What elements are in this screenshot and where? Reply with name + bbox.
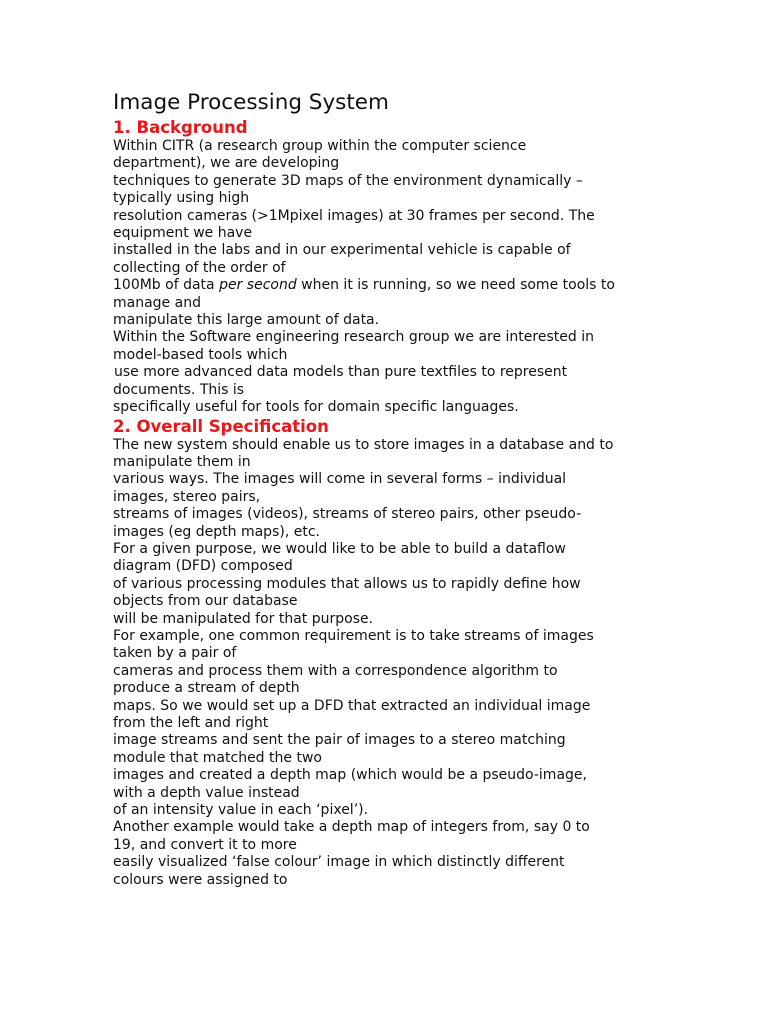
text-line: model-based tools which [113, 346, 288, 363]
text-line: Another example would take a depth map of integers from, say 0 to [113, 819, 590, 836]
paragraph [113, 329, 673, 416]
text-line: maps. So we would set up a DFD that extracted an individual image [113, 697, 591, 714]
text-line-with-emphasis [113, 277, 673, 294]
text-line: images and created a depth map (which would be a pseudo-image, [113, 767, 587, 784]
document-page [113, 88, 673, 889]
section-heading-background: 1. Background [113, 118, 248, 137]
text-line: 19, and convert it to more [113, 836, 297, 853]
text-line: For example, one common requirement is to take streams of images [113, 627, 594, 644]
text-line: produce a stream of depth [113, 680, 300, 697]
text-run: when it is running, so we need some tools to [296, 277, 615, 294]
text-line: installed in the labs and in our experimental vehicle is capable of [113, 242, 571, 259]
text-line: collecting of the order of [113, 259, 286, 276]
text-line: diagram (DFD) composed [113, 558, 293, 575]
text-line: module that matched the two [113, 749, 322, 766]
text-line: typically using high [113, 190, 250, 207]
text-line: specifically useful for tools for domain specific languages. [113, 399, 519, 416]
paragraph [113, 541, 673, 628]
text-line: images (eg depth maps), etc. [113, 523, 320, 540]
text-line: colours were assigned to [113, 871, 288, 888]
text-line: various ways. The images will come in several forms – individual [113, 471, 567, 488]
text-line: Within the Software engineering research group we are interested in [113, 329, 594, 346]
text-line: manipulate this large amount of data. [113, 312, 380, 329]
paragraph [113, 437, 673, 541]
text-line: equipment we have [113, 225, 253, 242]
text-line: use more advanced data models than pure textfiles to represent [114, 364, 568, 381]
emphasized-text: per second [219, 277, 297, 294]
text-line: of various processing modules that allows us to rapidly define how [113, 575, 581, 592]
text-line: taken by a pair of [113, 645, 237, 662]
text-line: with a depth value instead [113, 784, 300, 801]
paragraph [113, 819, 673, 889]
text-line: objects from our database [113, 593, 298, 610]
text-line: from the left and right [113, 715, 269, 731]
text-line: documents. This is [113, 381, 245, 398]
text-line: manage and [113, 294, 201, 311]
text-line: easily visualized ‘false colour’ image in which distinctly different [113, 854, 565, 871]
text-line: image streams and sent the pair of images to a stereo matching [113, 732, 566, 749]
paragraph [113, 628, 673, 819]
section-heading-overall-specification: 2. Overall Specification [113, 416, 329, 436]
text-line: will be manipulated for that purpose. [113, 610, 374, 627]
text-line: streams of images (videos), streams of stereo pairs, other pseudo- [113, 506, 582, 523]
text-line: Within CITR (a research group within the computer science [113, 138, 527, 154]
text-line: For a given purpose, we would like to be able to build a dataflow [113, 540, 566, 557]
text-run: 100Mb of data [113, 277, 220, 294]
text-line: department), we are developing [113, 155, 340, 172]
document-title: Image Processing System [113, 90, 389, 115]
text-line: The new system should enable us to store images in a database and to [113, 436, 614, 453]
text-line: of an intensity value in each ‘pixel’). [113, 802, 369, 819]
text-line: images, stereo pairs, [113, 488, 261, 505]
text-line: manipulate them in [113, 453, 251, 470]
text-line: resolution cameras (>1Mpixel images) at 30 frames per second. The [113, 207, 595, 224]
text-line: cameras and process them with a correspondence algorithm to [113, 662, 558, 679]
paragraph [113, 138, 673, 329]
text-line: techniques to generate 3D maps of the environment dynamically – [113, 172, 583, 189]
